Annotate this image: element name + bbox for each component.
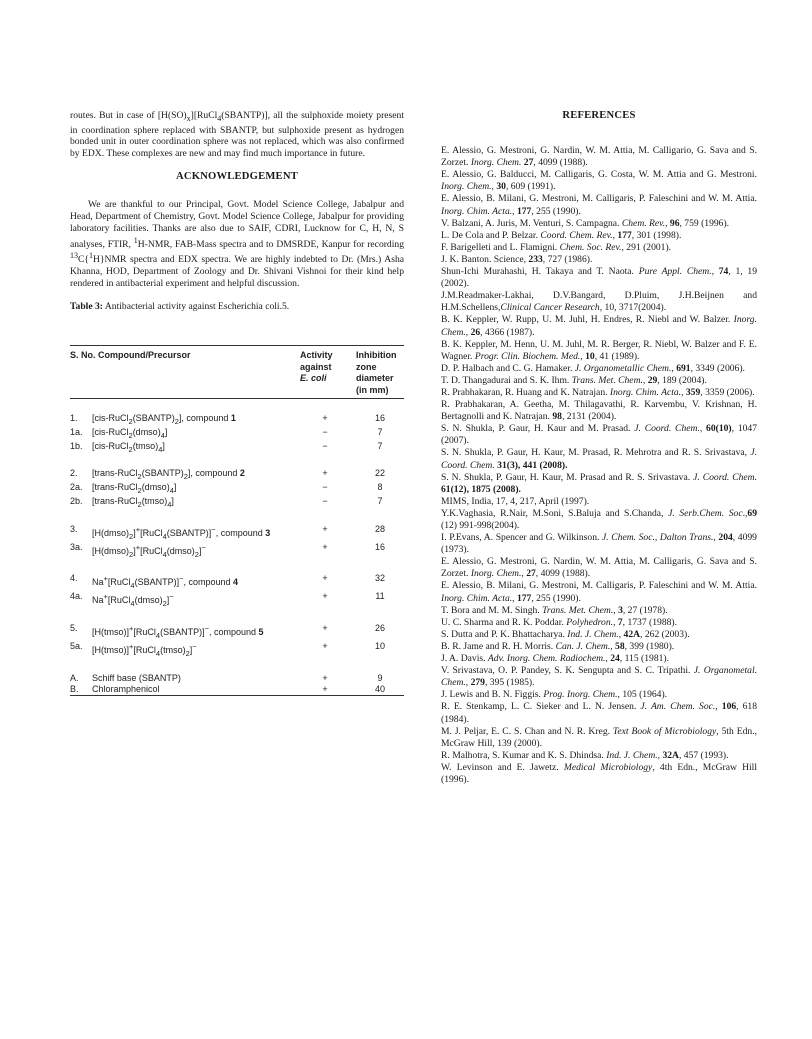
row-zone: 8 — [377, 482, 383, 493]
table-row — [70, 482, 404, 496]
row-sno: 2a. — [70, 482, 83, 493]
table-row — [70, 641, 404, 659]
reference-item: J.M.Readmaker-Lakhai, D.V.Bangard, D.Pluim, J.H.Beijnen and H.M.Schellens,Clinical Cancer Research, 10, 3717(2004). — [441, 290, 757, 314]
reference-item: S. N. Shukla, P. Gaur, H. Kaur and M. Prasad. J. Coord. Chem., 60(10), 1047 (2007). — [441, 423, 758, 447]
header-zone: Inhibition zone diameter (in mm) — [356, 346, 404, 399]
reference-item: T. D. Thangadurai and S. K. Ihm. Trans. Met. Chem., 29, 189 (2004). — [441, 374, 707, 386]
reference-item: R. Malhotra, S. Kumar and K. S. Dhindsa. Ind. J. Chem., 32A, 457 (1993). — [441, 749, 729, 761]
reference-item: J. Lewis and B. N. Figgis. Prog. Inorg. Chem., 105 (1964). — [441, 689, 668, 701]
reference-item: E. Alessio, B. Milani, G. Mestroni, M. Calligaris, P. Faleschini and W. M. Attia. Inorg. Chim. Acta., 177, 255 (1990). — [441, 193, 757, 217]
row-compound: $[H(tmso)]^+[RuCl_4(tmso)_2]^-$ — [92, 641, 197, 658]
row-compound: $Na^+[RuCl_4(dmso)_2]^-$ — [92, 592, 174, 608]
references-heading: REFERENCES — [562, 110, 636, 121]
row-activity: + — [322, 413, 328, 423]
row-zone: 9 — [377, 672, 383, 683]
row-sno: A. — [70, 672, 79, 683]
group-spacer — [70, 454, 404, 468]
reference-item: V. Balzani, A. Juris, M. Venturi, S. Campagna. Chem. Rev., 96, 759 (1996). — [441, 217, 730, 229]
reference-item: E. Alessio, G. Balducci, M. Calligaris, G. Costa, W. M. Attia and G. Mestroni. Inorg. Chem., 30, 609 (1991). — [441, 169, 757, 193]
reference-item: R. Prabhakaran, R. Huang and K. Natrajan. Inorg. Chim. Acta., 359, 3359 (2006). — [441, 386, 755, 398]
reference-item: I. P.Evans, A. Spencer and G. Wilkinson. J. Chem. Soc., Dalton Trans., 204, 4099 (1973). — [441, 532, 757, 556]
row-activity: − — [322, 440, 328, 451]
group-spacer — [70, 399, 404, 414]
reference-item: B. K. Keppler, W. Rupp, U. M. Juhl, H. Endres, R. Niebl and W. Balzer. Inorg. Chem., 26, 4366 (1987). — [441, 314, 757, 338]
acknowledgement-heading: ACKNOWLEDGEMENT — [176, 170, 298, 182]
reference-item: S. N. Shukla, P. Gaur, H. Kaur, M. Prasad, R. Mehrotra and R. S. Srivastava, J. Coord. Chem. 31(3), 441 (2008). — [441, 447, 757, 471]
row-sno: 3a. — [70, 541, 83, 552]
row-activity: + — [322, 640, 328, 651]
row-zone: 7 — [377, 440, 383, 451]
reference-item: J. A. Davis. Adv. Inorg. Chem. Radiochem., 24, 115 (1981). — [441, 653, 670, 665]
reference-item: J. K. Banton. Science, 233, 727 (1986). — [441, 253, 593, 265]
table-row — [70, 468, 404, 482]
row-zone: 26 — [374, 622, 385, 633]
reference-item: W. Levinson and E. Jawetz. Medical Microbiology, 4th Edn., McGraw Hill (1996). — [441, 761, 758, 785]
row-activity: + — [322, 622, 328, 633]
row-sno: 5a. — [70, 640, 83, 651]
row-zone: 28 — [374, 523, 385, 534]
row-zone: 16 — [374, 413, 385, 423]
reference-item: Shun-Ichi Murahashi, H. Takaya and T. Naota. Pure Appl. Chem., 74, 1, 19 (2002). — [441, 266, 758, 290]
table-caption-label: Table 3: — [70, 300, 103, 312]
reference-item: V. Srivastava, O. P. Pandey, S. K. Sengupta and S. C. Tripathi. J. Organometal. Chem., 279, 395 (1985). — [441, 665, 758, 689]
row-zone: 16 — [374, 541, 385, 552]
reference-item: S. N. Shukla, P. Gaur, H. Kaur, M. Prasad and R. S. Srivastava. J. Coord. Chem. 61(12), 1875 (2008). — [441, 471, 757, 495]
table-row — [70, 573, 404, 591]
table-body — [70, 399, 404, 696]
reference-item: Y.K.Vaghasia, R.Nair, M.Soni, S.Baluja and S.Chanda, J. Serb.Chem. Soc.,69 (12) 991-998(2004). — [441, 507, 757, 531]
row-sno: 3. — [70, 523, 78, 534]
row-compound: $[cis-RuCl_2(dmso)_4]$ — [92, 426, 168, 440]
reference-item: E. Alessio, B. Milani, G. Mestroni, M. Calligaris, P. Faleschini and W. M. Attia. Inorg. Chim. Acta., 177, 255 (1990). — [441, 580, 757, 604]
left-column — [70, 110, 404, 312]
reference-item: T. Bora and M. M. Singh. Trans. Met. Chem., 3, 27 (1978). — [441, 604, 668, 616]
reference-item: E. Alessio, G. Mestroni, G. Nardin, W. M. Attia, M. Calligaris, G. Sava and S. Zorzet. Inorg. Chem., 27, 4099 (1988). — [441, 556, 757, 580]
row-zone: 22 — [374, 468, 385, 479]
row-activity: − — [322, 495, 328, 506]
row-activity: + — [322, 541, 328, 552]
row-zone: 32 — [374, 573, 385, 584]
row-zone: 10 — [374, 640, 385, 651]
table-row — [70, 623, 404, 641]
table-row — [70, 427, 404, 441]
row-zone: 40 — [356, 684, 404, 696]
group-spacer — [70, 510, 404, 524]
row-activity: + — [322, 573, 328, 584]
table-row — [70, 524, 404, 542]
right-column — [441, 110, 757, 786]
table-row — [70, 684, 404, 696]
reference-item: B. R. Jame and R. H. Morris. Can. J. Chem., 58, 399 (1980). — [441, 640, 675, 652]
row-activity: − — [322, 426, 328, 437]
table-caption — [70, 301, 404, 313]
table-row — [70, 496, 404, 510]
row-compound: $[trans-RuCl_2(dmso)_4]$ — [92, 482, 177, 495]
row-sno: B. — [70, 684, 92, 696]
group-spacer — [70, 609, 404, 623]
group-spacer — [70, 559, 404, 573]
row-activity: + — [300, 684, 356, 696]
row-compound: $[cis-RuCl_2(SBANTP)_2]$, compound 1 — [92, 413, 236, 426]
table-row — [70, 413, 404, 427]
row-activity: + — [322, 468, 328, 479]
row-compound: Schiff base (SBANTP) — [92, 672, 181, 683]
table-caption-text: Antibacterial activity against Escherichia coli.5. — [104, 300, 290, 312]
row-zone: 11 — [375, 591, 385, 602]
acknowledgement-paragraph: We are thankful to our Principal, Govt. Model Science College, Jabalpur and Head, Department of Chemistry, Govt. Model Science College, Jabalpur for providing laboratory facilities. Thanks are also due to SAIF, CDRI, Lucknow for C, H, N, S analyses, FTIR, $^1$H-NMR, FAB-Mass spectra and to DMSRDE, Kanpur for recording $^{13}$C{$^1$H}NMR spectra and EDX spectra. We are highly indebted to Dr. (Mrs.) Asha Khanna, HOD, Department of Zoology and Dr. Shivani Vishnoi for their kind help rendered in antibacterial experiment and helpful discussion. — [70, 199, 404, 290]
row-sno: 1b. — [70, 440, 83, 451]
row-sno: 2b. — [70, 495, 83, 506]
row-sno: 1a. — [70, 426, 83, 437]
references-list — [441, 145, 757, 786]
row-sno: 4. — [70, 573, 78, 584]
header-activity: Activity against E. coli — [300, 346, 356, 399]
reference-item: R. E. Stenkamp, L. C. Sieker and L. N. Jensen. J. Am. Chem. Soc., 106, 618 (1984). — [441, 701, 758, 725]
row-sno: 1. — [70, 413, 78, 423]
table-row — [70, 673, 404, 684]
reference-item: B. K. Keppler, M. Henn, U. M. Juhl, M. R. Berger, R. Niebl, W. Balzer and F. E. Wagner. Progr. Clin. Biochem. Med., 10, 41 (1989). — [441, 338, 757, 362]
row-activity: + — [322, 672, 328, 683]
row-sno: 2. — [70, 468, 78, 479]
reference-item: R. Prabhakaran, A. Geetha, M. Thilagavathi, R. Karvembu, V. Krishnan, H. Bertagnolli and K. Natrajan. 98, 2131 (2004). — [441, 399, 757, 423]
row-activity: + — [322, 591, 328, 602]
row-compound: Chloramphenicol — [92, 684, 300, 696]
reference-item: M. J. Peljar, E. C. S. Chan and N. R. Kreg. Text Book of Microbiology, 5th Edn., McGraw Hill, 139 (2000). — [441, 725, 757, 749]
row-compound: [H(tmso)]+[RuCl$_4$(SBANTP)]−, compound 5 — [92, 623, 264, 640]
reference-item: S. Dutta and P. K. Bhattacharya. Ind. J. Chem., 42A, 262 (2003). — [441, 628, 690, 640]
table-row — [70, 591, 404, 609]
row-compound: $[H(dmso)_2]^+[RuCl_4(SBANTP)]^-$, compound 3 — [92, 524, 271, 541]
group-spacer — [70, 659, 404, 673]
row-activity: + — [322, 523, 328, 534]
row-compound: $[cis-RuCl_2(tmso)_4]$ — [92, 440, 165, 454]
row-activity: − — [322, 482, 328, 493]
reference-item: E. Alessio, G. Mestroni, G. Nardin, W. M. Attia, M. Calligario, G. Sava and S. Zorzet. Inorg. Chem. 27, 4099 (1988). — [441, 145, 757, 169]
row-compound: $[trans-RuCl_2(SBANTP)_2]$, compound 2 — [92, 468, 245, 482]
row-compound: $[trans-RuCl_2(tmso)_4]$ — [92, 495, 174, 509]
table-row — [70, 542, 404, 560]
reference-item: L. De Cola and P. Belzar. Coord. Chem. Rev., 177, 301 (1998). — [441, 229, 682, 241]
row-zone: 7 — [377, 426, 383, 437]
reference-item: MIMS, India, 17, 4, 217, April (1997). — [441, 495, 590, 507]
header-sno-compound: S. No. Compound/Precursor — [70, 346, 300, 399]
row-compound: $[H(dmso)_2]^+[RuCl_4(dmso)_2]^-$ — [92, 542, 206, 559]
table-row — [70, 441, 404, 455]
row-sno: 4a. — [70, 591, 83, 602]
row-compound: Na+[RuCl$_4$(SBANTP)]−, compound 4 — [92, 574, 239, 591]
reference-item: U. C. Sharma and R. K. Poddar. Polyhedron., 7, 1737 (1988). — [441, 616, 678, 628]
row-zone: 7 — [377, 495, 383, 506]
reference-item: F. Barigelleti and L. Flamigni. Chem. Soc. Rev., 291 (2001). — [441, 241, 672, 253]
antibacterial-table — [70, 345, 404, 696]
reference-item: D. P. Halbach and C. G. Hamaker. J. Organometallic Chem., 691, 3349 (2006). — [441, 362, 745, 374]
row-sno: 5. — [70, 622, 78, 633]
intro-paragraph: routes. But in case of $[H(SO)_x][RuCl_4(SBANTP)]$, all the sulphoxide moiety present in coordination sphere replaced with SBANTP, but sulphoxide present as hydrogen bonded unit in outer coordination sphere was not replaced, which was also confirmed by EDX. These complexes are new and may find much importance in future. — [70, 110, 404, 160]
